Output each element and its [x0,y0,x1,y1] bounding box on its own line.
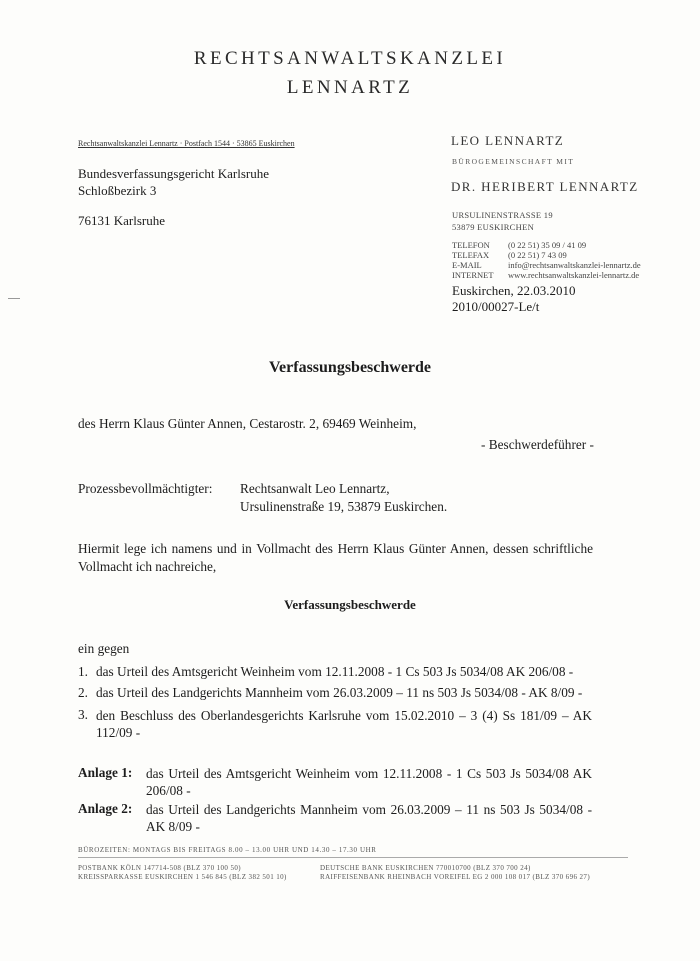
party-line: des Herrn Klaus Günter Annen, Cestarostr. 2, 69469 Weinheim, [78,416,417,431]
annex-text: das Urteil des Landgerichts Mannheim vom 26.03.2009 – 11 ns 503 Js 5034/08 - AK 8/09 - [146,802,592,834]
letter-reference: 2010/00027-Le/t [452,299,540,314]
list-item: den Beschluss des Oberlandesgerichts Karlsruhe vom 15.02.2010 – 3 (4) Ss 181/09 – AK 112/09 - [96,708,592,740]
letterhead-name: LENNARTZ [286,77,414,98]
firm-partner-2: DR. HERIBERT LENNARTZ [451,179,639,194]
footer-hours: BÜROZEITEN: MONTAGS BIS FREITAGS 8.00 – 13.00 UHR UND 14.30 – 17.30 UHR [78,846,377,854]
list-item: das Urteil des Amtsgericht Weinheim vom 12.11.2008 - 1 Cs 503 Js 5034/08 AK 206/08 - [96,664,574,679]
contact-fax: TELEFAX (0 22 51) 7 43 09 [452,250,567,260]
intro-paragraph: Hiermit lege ich namens und in Vollmacht des Herrn Klaus Günter Annen, dessen schriftliche Vollmacht ich nachreiche, [78,541,593,574]
party-role: - Beschwerdeführer - [481,437,594,452]
recipient-street: Schloßbezirk 3 [78,183,157,198]
section-title: Verfassungsbeschwerde [284,597,416,612]
annex-label: Anlage 2: [78,801,133,816]
annex-label: Anlage 1: [78,765,133,780]
counsel-address: Ursulinenstraße 19, 53879 Euskirchen. [240,499,448,514]
letterhead-title: RECHTSANWALTSKANZLEI [193,48,507,69]
against-line: ein gegen [78,641,130,656]
document-title: Verfassungsbeschwerde [268,359,432,376]
firm-city: 53879 EUSKIRCHEN [452,222,535,232]
recipient-city: 76131 Karlsruhe [78,213,166,228]
firm-contacts [452,240,641,280]
firm-association: BÜROGEMEINSCHAFT MIT [452,157,575,166]
contact-email: E-MAIL info@rechtsanwaltskanzlei-lennartz.de [452,260,641,270]
footer-bank-3: DEUTSCHE BANK EUSKIRCHEN 770010700 (BLZ 370 700 24) [320,864,531,872]
firm-partner-1: LEO LENNARTZ [451,133,565,148]
list-item-number: 3. [78,707,88,722]
firm-street: URSULINENSTRASSE 19 [452,210,553,220]
contact-phone: TELEFON (0 22 51) 35 09 / 41 09 [452,240,587,250]
list-item: das Urteil des Landgerichts Mannheim vom 26.03.2009 – 11 ns 503 Js 5034/08 - AK 8/09 - [96,685,583,700]
footer-bank-2: KREISSPARKASSE EUSKIRCHEN 1 546 845 (BLZ 382 501 10) [78,873,287,881]
footer-bank-1: POSTBANK KÖLN 147714-508 (BLZ 370 100 50) [78,864,242,872]
scan-mark [8,298,20,299]
footer-divider [78,857,628,858]
annex-text: das Urteil des Amtsgericht Weinheim vom 12.11.2008 - 1 Cs 503 Js 5034/08 AK 206/08 - [146,766,592,798]
list-item-number: 1. [78,664,88,679]
footer-bank-4: RAIFFEISENBANK RHEINBACH VOREIFEL EG 2 000 108 017 (BLZ 370 696 27) [320,873,591,881]
sender-line: Rechtsanwaltskanzlei Lennartz · Postfach 1544 · 53865 Euskirchen [78,139,295,148]
contact-internet: INTERNET www.rechtsanwaltskanzlei-lennartz.de [452,270,640,280]
counsel-name: Rechtsanwalt Leo Lennartz, [240,481,390,496]
letter-date: Euskirchen, 22.03.2010 [452,283,576,298]
recipient-name: Bundesverfassungsgericht Karlsruhe [78,166,269,181]
counsel-label: Prozessbevollmächtigter: [78,481,213,496]
list-item-number: 2. [78,685,88,700]
